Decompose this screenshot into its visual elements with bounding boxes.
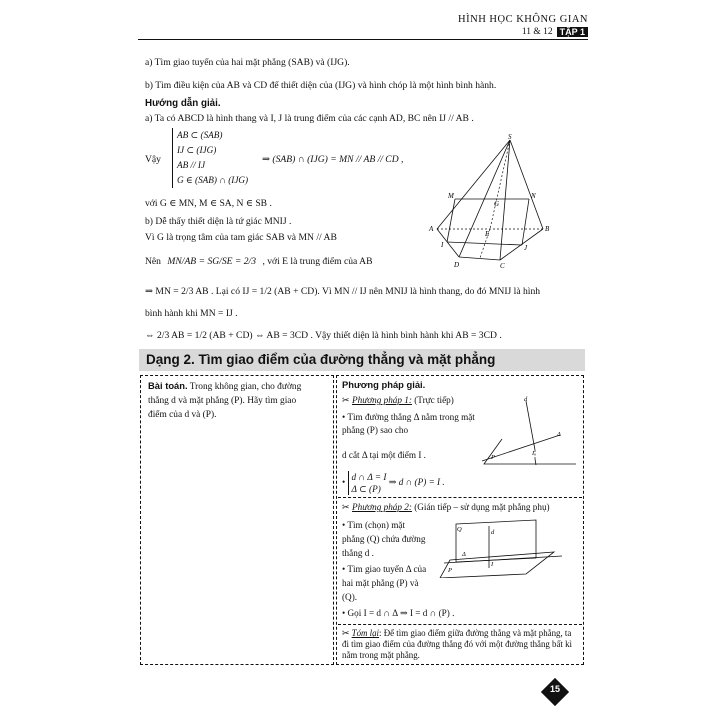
figure-indirect-method — [436, 516, 582, 578]
method-divider — [338, 497, 582, 498]
method-2-label: Phương pháp 2: — [352, 502, 412, 512]
method-2-bullet-3: • Gọi I = d ∩ Δ ⇒ I = d ∩ (P) . — [342, 608, 455, 618]
figure-direct-method — [480, 395, 580, 470]
problem-b: b) Tìm điều kiện của AB và CD để thiết diện của (IJG) và hình chóp là một hình bình hành. — [145, 80, 497, 91]
problem-box-title: Bài toán. — [148, 380, 188, 391]
grades: 11 & 12 — [521, 27, 553, 37]
method-1-sys-1: d ∩ Δ = I — [351, 472, 387, 482]
book-title: HÌNH HỌC KHÔNG GIAN — [458, 14, 588, 25]
problem-box-line-1 — [148, 379, 330, 394]
label-G: G — [494, 200, 500, 208]
label-S: S — [508, 133, 512, 141]
label-M: M — [448, 192, 454, 200]
label-D: D — [454, 261, 460, 269]
summary-text: : Để tìm giao điểm giữa đường thẳng và mặt phẳng, ta đi tìm giao điểm của đường thẳng đó với một đường thẳng bất kì nằm trong mặt phẳng. — [342, 628, 573, 660]
method-1-sys-2: Δ ⊂ (P) — [351, 484, 381, 494]
fig2-d: d — [491, 529, 495, 536]
method-1-system-brace — [348, 471, 387, 495]
solution-a-intro: a) Ta có ABCD là hình thang và I, J là trung điểm của các cạnh AD, BC nên IJ // AB . — [145, 113, 474, 124]
with-line: với G ∈ MN, M ∈ SA, N ∈ SB . — [145, 198, 272, 209]
scissors-icon: ✂ — [342, 628, 352, 638]
ratio-pre: Nên — [145, 256, 161, 267]
page-number: 15 — [549, 684, 560, 694]
fig1-I: I — [532, 450, 535, 457]
section-title: Dạng 2. Tìm giao điểm của đường thẳng và mặt phẳng — [139, 349, 585, 371]
scissors-icon: ✂ — [342, 395, 352, 405]
method-2-header — [342, 502, 550, 513]
summary-divider — [338, 624, 582, 625]
method-1-note: (Trực tiếp) — [411, 395, 454, 405]
fig2-delta: Δ — [462, 551, 466, 558]
label-A: A — [429, 225, 434, 233]
label-B: B — [545, 225, 550, 233]
problem-box-text — [148, 379, 330, 422]
summary — [342, 628, 580, 661]
label-C: C — [500, 262, 505, 270]
volume-badge: TẬP 1 — [557, 27, 588, 37]
sys-line: AB // IJ — [177, 160, 206, 170]
solution-heading: Hướng dẫn giải. — [145, 98, 221, 109]
method-1-bullet-1: • Tìm đường thẳng Δ nằm trong mặt phẳng (P) sao cho — [342, 412, 475, 435]
system-result: ⇒ (SAB) ∩ (IJG) = MN // AB // CD , — [262, 154, 404, 165]
problem-box-line-3: điểm của d và (P). — [148, 410, 217, 420]
ratio-post: , với E là trung điểm của AB — [262, 256, 373, 267]
method-1-system — [342, 471, 445, 495]
label-J: J — [524, 244, 528, 252]
solution-line-3: ⇔ 2/3 AB = 1/2 (AB + CD) ⇔ AB = 3CD . Vậy thiết diện là hình bình hành khi AB = 3CD . — [145, 330, 502, 341]
header-rule — [138, 39, 588, 40]
method-1-sys-result: ⇒ d ∩ (P) = I . — [388, 477, 445, 488]
sys-line: G ∈ (SAB) ∩ (IJG) — [177, 175, 249, 185]
scissors-icon: ✂ — [342, 502, 352, 512]
problem-a: a) Tìm giao tuyến của hai mặt phẳng (SAB) và (IJG). — [145, 57, 350, 68]
book-subtitle — [522, 27, 588, 37]
ratio-formula: MN/AB = SG/SE = 2/3 — [167, 256, 257, 267]
vay-label: Vậy — [145, 154, 161, 165]
system-of-relations — [172, 128, 248, 188]
fig2-Q: Q — [457, 526, 462, 533]
fig2-I: I — [491, 561, 494, 568]
fig1-d: d — [524, 396, 528, 403]
solution-b-intro: b) Dễ thấy thiết diện là tứ giác MNIJ . — [145, 216, 292, 227]
method-1-bullet-1b: d cắt Δ tại một điểm I . — [342, 450, 426, 460]
fig1-P: P — [491, 454, 495, 461]
method-1-label: Phương pháp 1: — [352, 395, 412, 405]
sys-line: AB ⊂ (SAB) — [177, 130, 223, 140]
label-I: I — [441, 241, 444, 249]
bullet: • — [342, 477, 348, 488]
problem-box-text-1: Trong không gian, cho đường — [187, 382, 302, 392]
fig2-P: P — [448, 567, 452, 574]
method-title: Phương pháp giải. — [342, 379, 426, 390]
method-2-bullet-2: • Tìm giao tuyến Δ của hai mặt phẳng (P) và (Q). — [342, 564, 427, 602]
label-N: N — [531, 192, 536, 200]
solution-b-centroid: Vì G là trọng tâm của tam giác SAB và MN // AB — [145, 232, 337, 243]
pyramid-figure — [425, 132, 560, 272]
label-E: E — [485, 230, 490, 238]
fig1-delta: Δ — [557, 431, 561, 438]
sys-line: IJ ⊂ (IJG) — [177, 145, 217, 155]
problem-box-line-2: thẳng d và mặt phẳng (P). Hãy tìm giao — [148, 396, 297, 406]
solution-line-1: ⇒ MN = 2/3 AB . Lại có IJ = 1/2 (AB + CD). Vì MN // IJ nên MNIJ là hình thang, do đó MNIJ là hình — [145, 286, 541, 297]
solution-line-2: bình hành khi MN = IJ . — [145, 308, 238, 319]
summary-label: Tóm lại — [351, 628, 380, 638]
method-1-header — [342, 395, 454, 406]
method-2-bullet-1: • Tìm (chọn) mặt phẳng (Q) chứa đường thẳng d . — [342, 520, 426, 558]
ratio-line — [145, 256, 373, 267]
method-2-note: (Gián tiếp – sử dụng mặt phẳng phụ) — [411, 502, 550, 512]
